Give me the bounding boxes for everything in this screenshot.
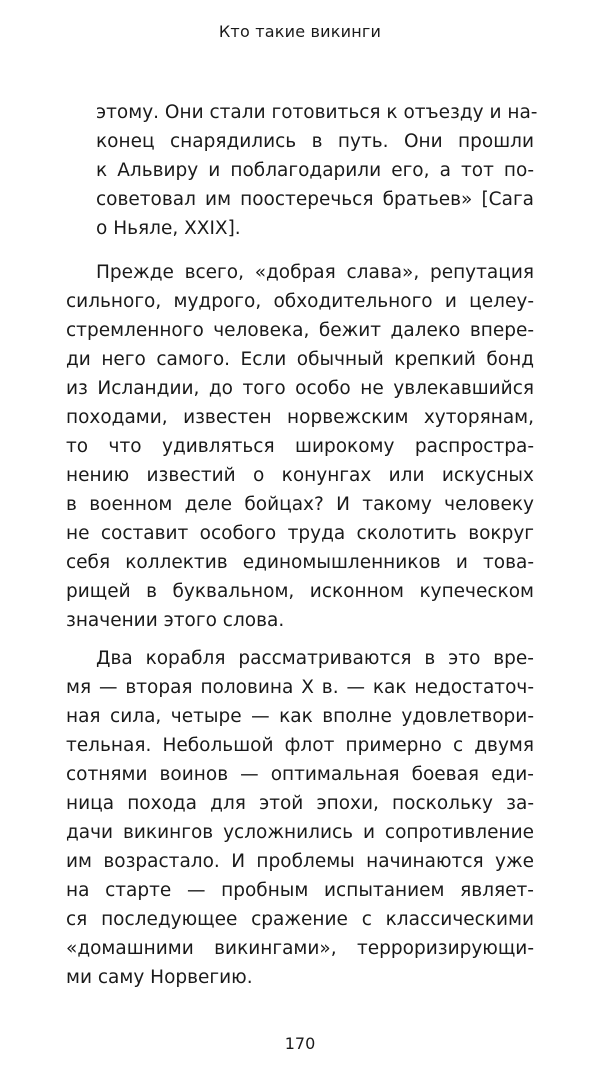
- text-line: ница похода для этой эпохи, поскольку за-: [66, 793, 534, 814]
- running-head-title: Кто такие викинги: [218, 22, 382, 41]
- text-line: нению известий о конунгах или искусных: [66, 465, 534, 486]
- text-line: тельная. Небольшой флот примерно с двумя: [66, 735, 534, 756]
- text-line: ди него самого. Если обычный крепкий бонд: [66, 349, 534, 370]
- text-line: советовал им поостеречься братьев» [Сага: [96, 189, 534, 210]
- text-line: походами, известен норвежским хуторянам,: [66, 407, 534, 428]
- text-line: конец снарядились в путь. Они прошли: [96, 131, 534, 152]
- text-line: то что удивляться широкому распростра-: [66, 436, 534, 457]
- text-line: дачи викингов усложнились и сопротивление: [66, 822, 534, 843]
- text-line: ми саму Норвегию.: [66, 967, 253, 988]
- paragraph-good-reputation: [66, 258, 534, 635]
- page-number: 170: [284, 1034, 316, 1053]
- text-line: мя — вторая половина X в. — как недостаточ-: [66, 677, 534, 698]
- text-line: стремленного человека, бежит далеко впере-: [66, 320, 534, 341]
- text-line: в военном деле бойцах? И такому человеку: [66, 494, 534, 515]
- text-line: Прежде всего, «добрая слава», репутация: [96, 262, 534, 283]
- saga-quote-continuation: [96, 98, 538, 243]
- text-line: этому. Они стали готовиться к отъезду и на-: [96, 102, 538, 123]
- text-line: ся последующее сражение с классическими: [66, 909, 534, 930]
- text-line: себя коллектив единомышленников и това-: [66, 552, 534, 573]
- text-line: рищей в буквальном, исконном купеческом: [66, 581, 534, 602]
- text-line: о Ньяле, XXIX].: [96, 218, 241, 239]
- text-line: Два корабля рассматриваются в это вре-: [96, 648, 534, 669]
- text-line: к Альвиру и поблагодарили его, а тот по-: [96, 160, 534, 181]
- text-line: не составит особого труда сколотить вокруг: [66, 523, 534, 544]
- text-line: значении этого слова.: [66, 610, 285, 631]
- paragraph-two-ships: [66, 644, 534, 992]
- text-line: на старте — пробным испытанием являет-: [66, 880, 534, 901]
- text-line: из Исландии, до того особо не увлекавшийся: [66, 378, 534, 399]
- text-line: сильного, мудрого, обходительного и целеу-: [66, 291, 534, 312]
- text-line: сотнями воинов — оптимальная боевая еди-: [66, 764, 534, 785]
- text-line: «домашними викингами», терроризирующи-: [66, 938, 534, 959]
- text-line: им возрастало. И проблемы начинаются уже: [66, 851, 534, 872]
- text-line: ная сила, четыре — как вполне удовлетвори-: [66, 706, 534, 727]
